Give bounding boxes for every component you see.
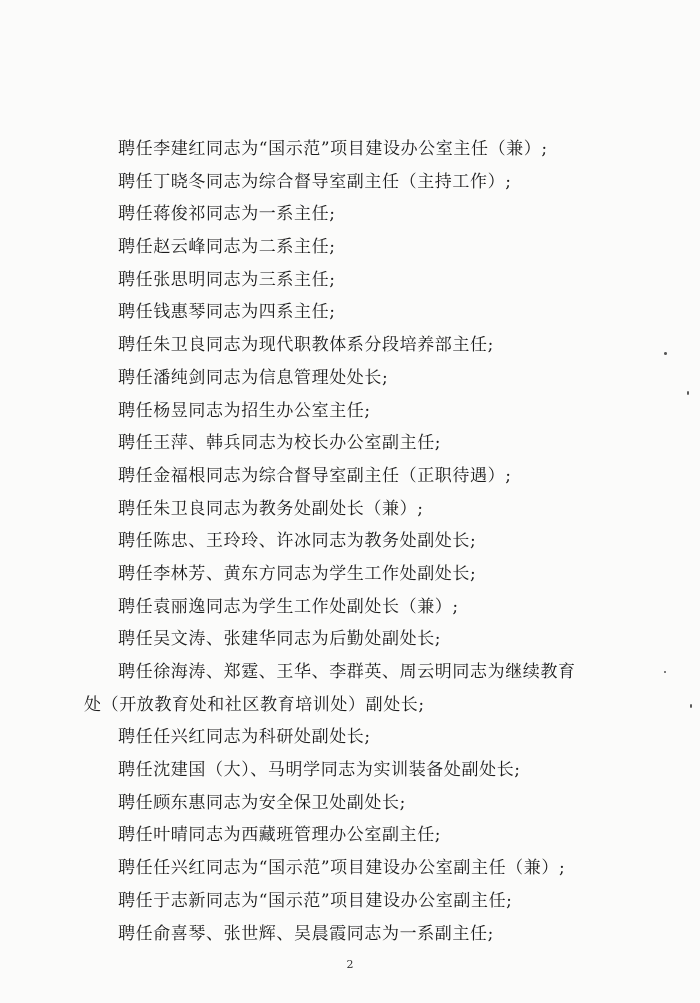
paragraph-line: 聘任任兴红同志为“国示范”项目建设办公室副主任（兼）;	[118, 858, 566, 879]
paragraph-line: 聘任蒋俊祁同志为一系主任;	[118, 204, 336, 225]
scan-speck	[690, 704, 692, 708]
paragraph-line: 聘任吴文涛、张建华同志为后勤处副处长;	[118, 629, 442, 650]
paragraph-line: 聘任袁丽逸同志为学生工作处副处长（兼）;	[118, 596, 459, 617]
paragraph-line: 聘任徐海涛、郑霆、王华、李群英、周云明同志为继续教育	[118, 662, 576, 682]
paragraph-line: 聘任王萍、韩兵同志为校长办公室副主任;	[118, 433, 442, 454]
paragraph-line: 聘任俞喜琴、张世辉、吴晨霞同志为一系副主任;	[118, 923, 494, 944]
paragraph-line: 聘任沈建国（大）、马明学同志为实训装备处副处长;	[118, 760, 521, 781]
scan-speck	[687, 391, 689, 395]
page-number: 2	[346, 958, 354, 971]
paragraph-line: 聘任朱卫良同志为现代职教体系分段培养部主任;	[118, 335, 494, 356]
paragraph-line: 聘任钱惠琴同志为四系主任;	[118, 302, 336, 323]
paragraph-line: 聘任朱卫良同志为教务处副处长（兼）;	[118, 498, 424, 519]
paragraph-line-continuation: 处（开放教育处和社区教育培训处）副处长;	[84, 694, 425, 715]
paragraph-line: 聘任叶晴同志为西藏班管理办公室副主任;	[118, 825, 442, 846]
paragraph-line: 聘任李建红同志为“国示范”项目建设办公室主任（兼）;	[118, 139, 548, 159]
paragraph-line: 聘任赵云峰同志为二系主任;	[118, 237, 336, 258]
scan-speck	[664, 671, 666, 673]
paragraph-line: 聘任张思明同志为三系主任;	[118, 269, 336, 290]
paragraph-line: 聘任任兴红同志为科研处副处长;	[118, 727, 371, 748]
document-body	[84, 133, 644, 950]
paragraph-line: 聘任丁晓冬同志为综合督导室副主任（主持工作）;	[118, 171, 512, 192]
paragraph-line: 聘任于志新同志为“国示范”项目建设办公室副主任;	[118, 890, 513, 911]
paragraph-line: 聘任顾东惠同志为安全保卫处副处长;	[118, 792, 406, 813]
paragraph-line: 聘任杨昱同志为招生办公室主任;	[118, 400, 371, 421]
paragraph-line: 聘任陈忠、王玲玲、许冰同志为教务处副处长;	[118, 531, 477, 552]
paragraph-line: 聘任李林芳、黄东方同志为学生工作处副处长;	[118, 563, 477, 584]
paragraph-line: 聘任金福根同志为综合督导室副主任（正职待遇）;	[118, 465, 512, 486]
paragraph-line: 聘任潘纯剑同志为信息管理处处长;	[118, 367, 389, 388]
scan-speck	[664, 352, 667, 355]
